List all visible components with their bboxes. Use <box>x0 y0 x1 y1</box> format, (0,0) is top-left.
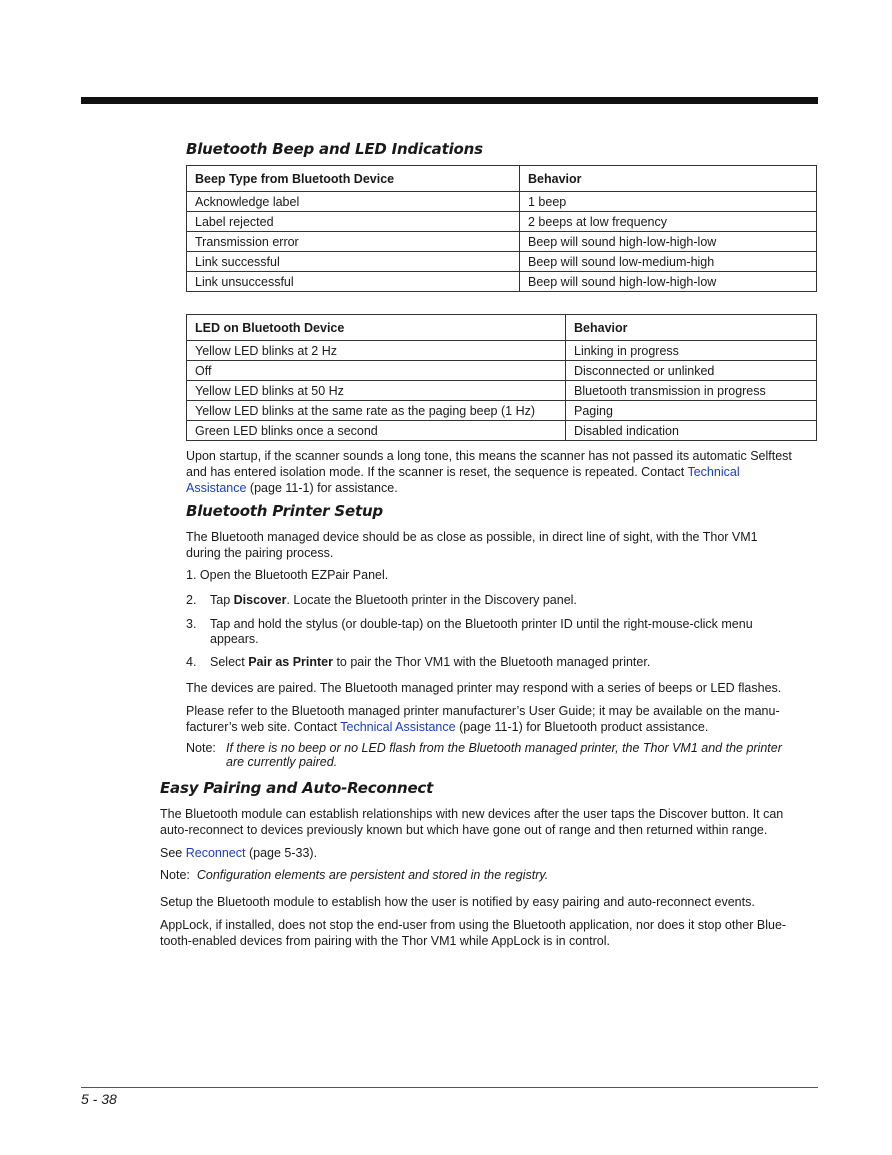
section-heading-easy-pairing: Easy Pairing and Auto-Reconnect <box>160 779 434 797</box>
text-span: (page 11-1) for Bluetooth product assistance. <box>455 720 709 734</box>
text-line <box>186 480 826 496</box>
table-cell: Yellow LED blinks at 2 Hz <box>187 341 566 361</box>
note-text: are currently paired. <box>226 755 338 769</box>
note-paired <box>186 741 826 769</box>
list-text: appears. <box>210 632 259 646</box>
text-line: auto-reconnect to devices previously known but which have gone out of range and then returned within range. <box>160 823 768 837</box>
table-row <box>187 272 817 292</box>
page-number: 5 - 38 <box>81 1091 117 1107</box>
table-cell: Bluetooth transmission in progress <box>566 381 817 401</box>
column-header: LED on Bluetooth Device <box>187 315 566 341</box>
pair-as-printer-label: Pair as Printer <box>248 655 333 669</box>
list-number: 1. <box>186 568 197 582</box>
see-reconnect-line <box>160 845 825 861</box>
reconnect-link[interactable]: Reconnect <box>185 846 246 860</box>
printer-intro-paragraph <box>186 529 826 561</box>
refer-paragraph <box>186 703 826 735</box>
table-cell: Label rejected <box>187 212 520 232</box>
table-cell: Disabled indication <box>566 421 817 441</box>
table-cell: Off <box>187 361 566 381</box>
table-header-row <box>187 315 817 341</box>
technical-assistance-link[interactable]: Technical Assistance <box>340 720 456 734</box>
table-cell: Transmission error <box>187 232 520 252</box>
table-row <box>187 421 817 441</box>
technical-assistance-link[interactable]: Assistance <box>186 481 247 495</box>
text-line: tooth-enabled devices from pairing with the Thor VM1 while AppLock is in control. <box>160 934 611 948</box>
list-text: . Locate the Bluetooth printer in the Discovery panel. <box>286 593 577 607</box>
table-row <box>187 252 817 272</box>
text-line: The Bluetooth module can establish relationships with new devices after the user taps the Discover button. It can <box>160 807 784 821</box>
table-cell: Paging <box>566 401 817 421</box>
list-text: Select <box>210 655 249 669</box>
setup-paragraph: Setup the Bluetooth module to establish how the user is notified by easy pairing and auto-reconnect events. <box>160 895 755 909</box>
table-cell: 1 beep <box>520 192 817 212</box>
table-row <box>187 401 817 421</box>
section-heading-beep-led: Bluetooth Beep and LED Indications <box>186 140 483 158</box>
header-rule <box>81 97 818 104</box>
table-row <box>187 232 817 252</box>
table-cell: Yellow LED blinks at the same rate as the paging beep (1 Hz) <box>187 401 566 421</box>
table-cell: Yellow LED blinks at 50 Hz <box>187 381 566 401</box>
table-cell: Beep will sound high-low-high-low <box>520 272 817 292</box>
note-config <box>160 867 825 883</box>
table-row <box>187 212 817 232</box>
list-number: 3. <box>186 617 197 631</box>
note-text: Configuration elements are persistent and stored in the registry. <box>196 868 549 882</box>
note-label: Note: <box>160 868 190 882</box>
text-line: AppLock, if installed, does not stop the end-user from using the Bluetooth application, nor does it stop other Blue- <box>160 918 787 932</box>
discover-label: Discover <box>233 593 287 607</box>
table-cell: Disconnected or unlinked <box>566 361 817 381</box>
table-cell: Green LED blinks once a second <box>187 421 566 441</box>
text-span: and has entered isolation mode. If the scanner is reset, the sequence is repeated. Contact <box>186 465 688 479</box>
text-line: Upon startup, if the scanner sounds a long tone, this means the scanner has not passed its automatic Selftest <box>186 449 792 463</box>
startup-paragraph <box>186 448 826 496</box>
list-item <box>186 568 806 583</box>
table-cell: Beep will sound high-low-high-low <box>520 232 817 252</box>
list-number: 4. <box>186 655 197 669</box>
table-row <box>187 341 817 361</box>
paired-paragraph: The devices are paired. The Bluetooth managed printer may respond with a series of beeps or LED flashes. <box>186 681 782 695</box>
text-line: The Bluetooth managed device should be as close as possible, in direct line of sight, with the Thor VM1 <box>186 530 758 544</box>
table-row <box>187 192 817 212</box>
column-header: Behavior <box>520 166 817 192</box>
technical-assistance-link[interactable]: Technical <box>687 465 740 479</box>
text-span: (page 11-1) for assistance. <box>246 481 398 495</box>
list-text: Tap and hold the stylus (or double-tap) on the Bluetooth printer ID until the right-mouse-click menu <box>210 617 753 631</box>
list-text: Tap <box>210 593 234 607</box>
led-table <box>186 314 817 441</box>
table-cell: Link successful <box>187 252 520 272</box>
easy-pairing-paragraph <box>160 806 825 838</box>
footer-rule <box>81 1087 818 1088</box>
text-span: See <box>160 846 186 860</box>
text-line <box>186 719 826 735</box>
table-cell: Acknowledge label <box>187 192 520 212</box>
applock-paragraph <box>160 917 825 949</box>
text-line: Please refer to the Bluetooth managed printer manufacturer’s User Guide; it may be available on the manu- <box>186 704 780 718</box>
list-number: 2. <box>186 593 197 607</box>
table-row <box>187 361 817 381</box>
note-label: Note: <box>186 741 216 755</box>
text-span: facturer’s web site. Contact <box>186 720 341 734</box>
table-header-row <box>187 166 817 192</box>
column-header: Beep Type from Bluetooth Device <box>187 166 520 192</box>
column-header: Behavior <box>566 315 817 341</box>
list-text: Open the Bluetooth EZPair Panel. <box>199 568 389 582</box>
note-text: If there is no beep or no LED flash from the Bluetooth managed printer, the Thor VM1 and the printer <box>226 741 782 755</box>
table-row <box>187 381 817 401</box>
table-cell: Link unsuccessful <box>187 272 520 292</box>
list-text: to pair the Thor VM1 with the Bluetooth managed printer. <box>332 655 651 669</box>
text-line: during the pairing process. <box>186 546 334 560</box>
table-cell: Beep will sound low-medium-high <box>520 252 817 272</box>
list-item <box>186 593 806 608</box>
text-line <box>186 464 826 480</box>
section-heading-printer-setup: Bluetooth Printer Setup <box>186 502 383 520</box>
beep-table <box>186 165 817 292</box>
table-cell: 2 beeps at low frequency <box>520 212 817 232</box>
list-item <box>186 617 806 647</box>
list-item <box>186 655 806 670</box>
text-span: (page 5-33). <box>245 846 318 860</box>
table-cell: Linking in progress <box>566 341 817 361</box>
